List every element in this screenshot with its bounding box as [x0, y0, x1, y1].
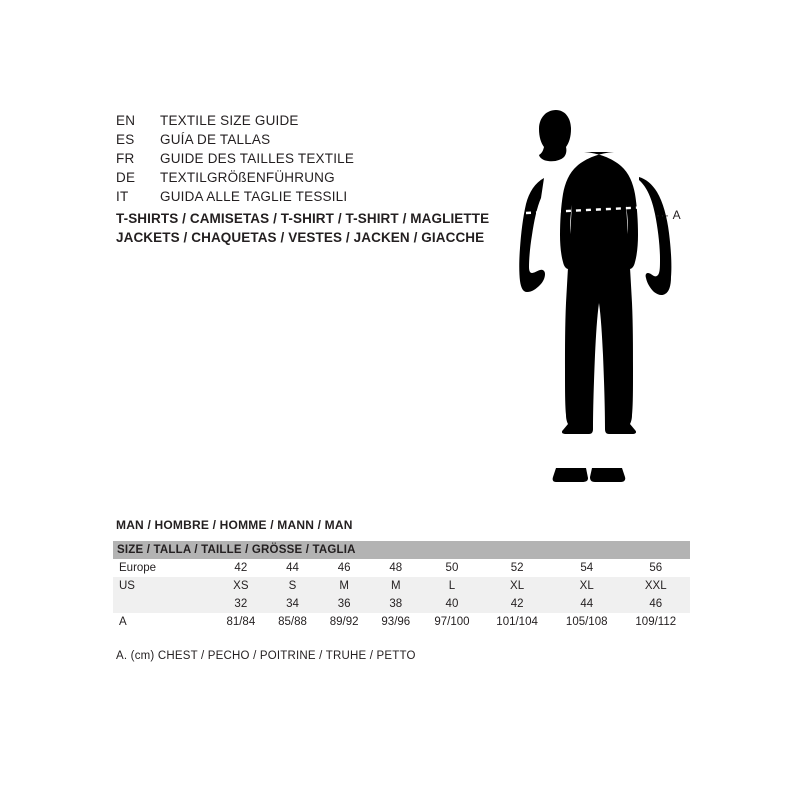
cell-europe-3: 46	[318, 559, 370, 577]
cell-usnum-4: 38	[370, 595, 422, 613]
cell-us-1: XS	[215, 577, 267, 595]
male-silhouette-figure	[500, 100, 730, 500]
measure-label-a: ··· A	[656, 208, 682, 222]
language-text-en: TEXTILE SIZE GUIDE	[160, 113, 299, 128]
language-code-it: IT	[116, 189, 129, 204]
subtitle-jackets: JACKETS / CHAQUETAS / VESTES / JACKEN / GIACCHE	[116, 230, 485, 245]
language-title-block	[116, 113, 476, 208]
language-row-it	[116, 189, 476, 208]
cell-usnum-7: 44	[552, 595, 622, 613]
table-footnote: A. (cm) CHEST / PECHO / POITRINE / TRUHE / PETTO	[116, 650, 416, 662]
cell-a-2: 85/88	[267, 613, 319, 631]
language-code-en: EN	[116, 113, 136, 128]
cell-a-6: 101/104	[482, 613, 552, 631]
silhouette-icon	[500, 100, 730, 500]
table-header-row	[113, 541, 690, 559]
cell-a-5: 97/100	[422, 613, 483, 631]
cell-us-2: S	[267, 577, 319, 595]
language-text-fr: GUIDE DES TAILLES TEXTILE	[160, 151, 355, 166]
cell-usnum-5: 40	[422, 595, 483, 613]
language-code-fr: FR	[116, 151, 135, 166]
language-text-de: TEXTILGRÖßENFÜHRUNG	[160, 170, 335, 185]
language-code-de: DE	[116, 170, 136, 185]
cell-usnum-1: 32	[215, 595, 267, 613]
table-row	[113, 559, 690, 577]
cell-europe-5: 50	[422, 559, 483, 577]
table-row	[113, 613, 690, 631]
garment-subtitles	[116, 209, 536, 247]
cell-usnum-6: 42	[482, 595, 552, 613]
language-text-it: GUIDA ALLE TAGLIE TESSILI	[160, 189, 348, 204]
cell-usnum-3: 36	[318, 595, 370, 613]
cell-a-7: 105/108	[552, 613, 622, 631]
cell-europe-2: 44	[267, 559, 319, 577]
row-label-us: US	[113, 577, 215, 595]
language-row-fr	[116, 151, 476, 170]
language-row-de	[116, 170, 476, 189]
cell-europe-6: 52	[482, 559, 552, 577]
cell-us-8: XXL	[622, 577, 690, 595]
cell-usnum-2: 34	[267, 595, 319, 613]
cell-a-8: 109/112	[622, 613, 690, 631]
cell-usnum-8: 46	[622, 595, 690, 613]
cell-us-3: M	[318, 577, 370, 595]
table-row	[113, 577, 690, 595]
language-code-es: ES	[116, 132, 135, 147]
table-row	[113, 595, 690, 613]
language-text-es: GUÍA DE TALLAS	[160, 132, 271, 147]
cell-a-3: 89/92	[318, 613, 370, 631]
cell-europe-8: 56	[622, 559, 690, 577]
row-label-us-numeric	[113, 595, 215, 613]
subtitle-tshirts: T-SHIRTS / CAMISETAS / T-SHIRT / T-SHIRT / MAGLIETTE	[116, 211, 490, 226]
cell-europe-7: 54	[552, 559, 622, 577]
cell-a-1: 81/84	[215, 613, 267, 631]
table-title-man: MAN / HOMBRE / HOMME / MANN / MAN	[116, 518, 353, 532]
cell-europe-1: 42	[215, 559, 267, 577]
cell-us-6: XL	[482, 577, 552, 595]
cell-us-5: L	[422, 577, 483, 595]
row-label-europe: Europe	[113, 559, 215, 577]
row-label-a: A	[113, 613, 215, 631]
language-row-es	[116, 132, 476, 151]
cell-us-7: XL	[552, 577, 622, 595]
language-row-en	[116, 113, 476, 132]
cell-us-4: M	[370, 577, 422, 595]
size-table	[113, 541, 690, 631]
cell-a-4: 93/96	[370, 613, 422, 631]
table-header-label: SIZE / TALLA / TAILLE / GRÖSSE / TAGLIA	[113, 541, 690, 559]
cell-europe-4: 48	[370, 559, 422, 577]
